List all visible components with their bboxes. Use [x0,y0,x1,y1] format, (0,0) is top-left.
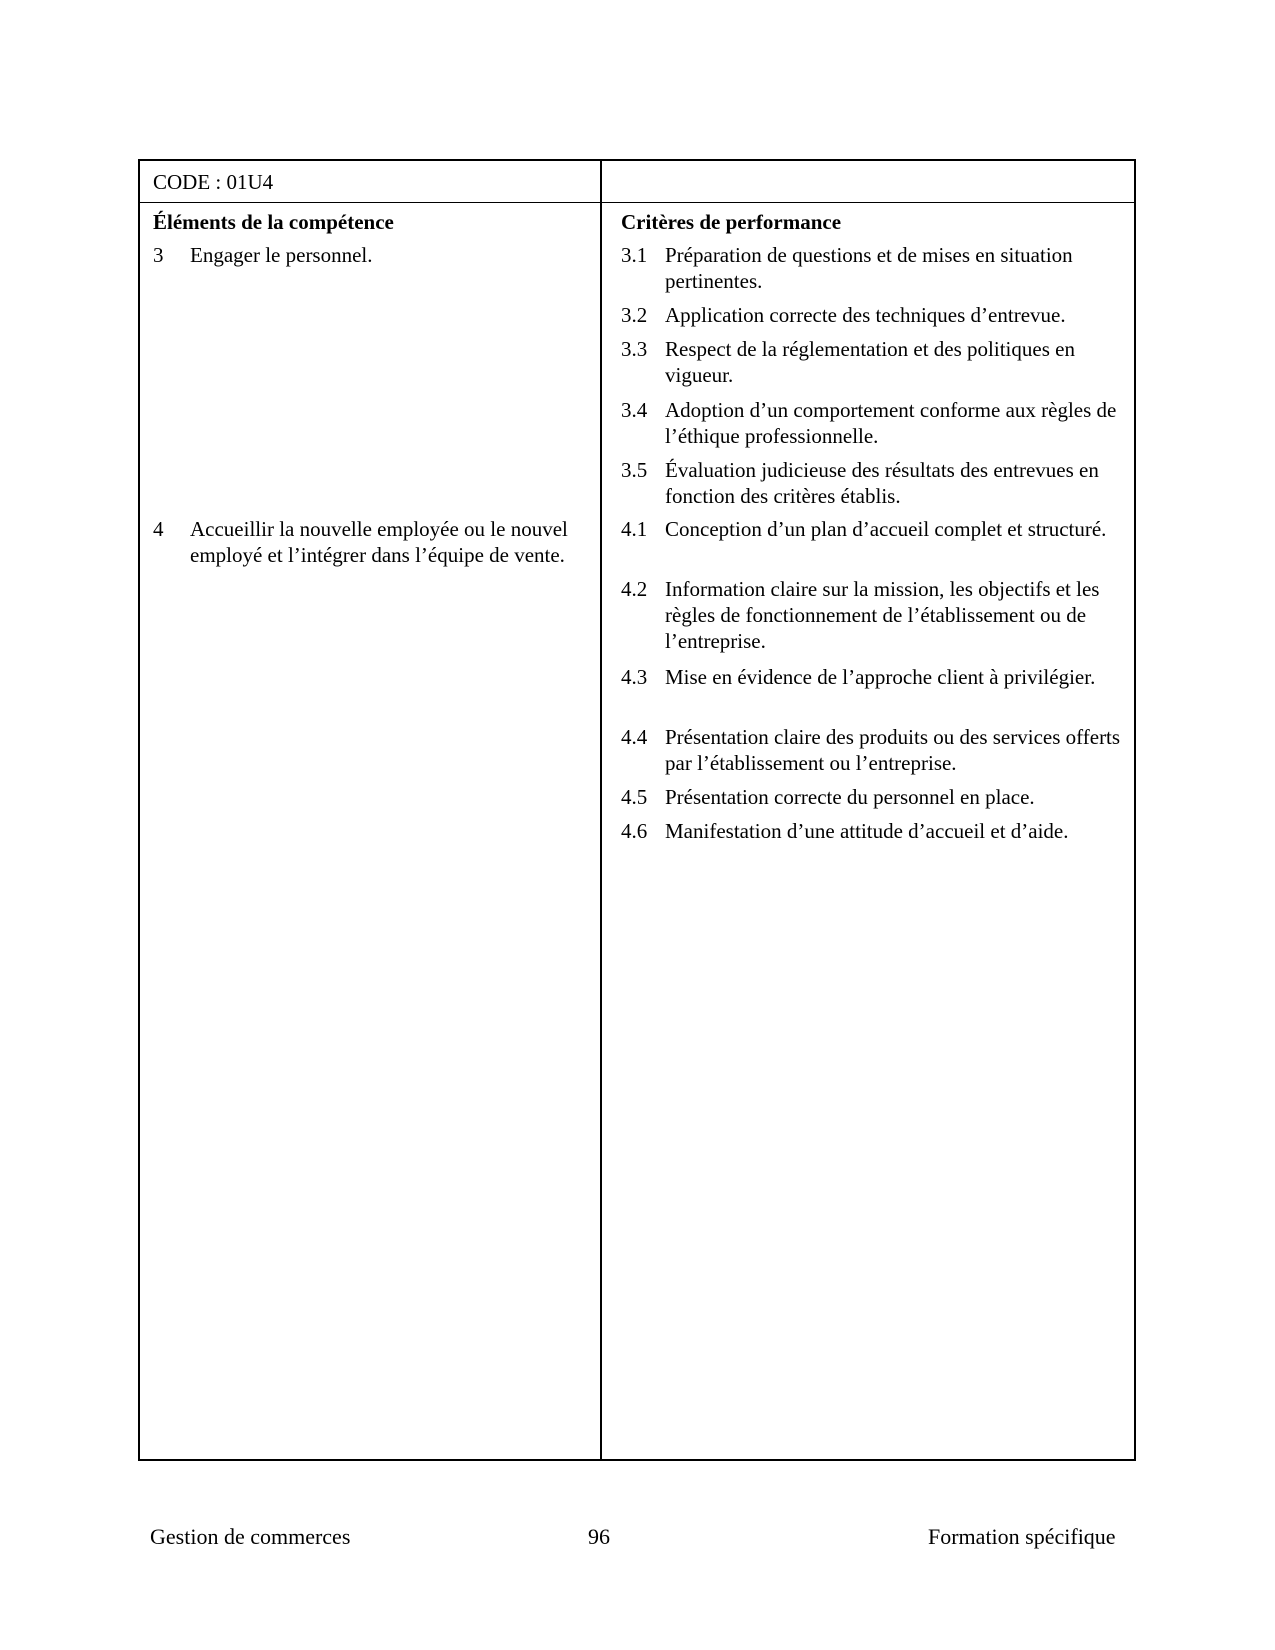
criterion-item [621,576,1121,654]
criterion-item [621,397,1121,449]
criterion-item [621,664,1121,690]
criterion-item [621,302,1121,328]
elements-heading: Éléments de la compétence [153,210,394,234]
criteria-heading: Critères de performance [621,210,842,234]
column-divider [600,159,602,1461]
criterion-number: 4.2 [621,577,648,601]
criterion-number: 4.3 [621,665,648,689]
criterion-number: 4.5 [621,785,648,809]
element-text: Accueillir la nouvelle employée ou le nouvel employé et l’intégrer dans l’équipe de vente. [190,517,568,567]
criterion-text: Application correcte des techniques d’entrevue. [665,303,1066,327]
header-divider [138,202,1136,203]
element-item [153,516,583,568]
criterion-text: Manifestation d’une attitude d’accueil et d’aide. [665,819,1069,843]
criterion-number: 4.4 [621,725,648,749]
code-label: CODE : 01U4 [153,170,274,194]
element-item [153,242,583,268]
criterion-number: 4.6 [621,819,648,843]
criterion-number: 3.2 [621,303,648,327]
criterion-number: 3.4 [621,398,648,422]
criterion-number: 4.1 [621,517,648,541]
criterion-item [621,336,1121,388]
criterion-text: Information claire sur la mission, les objectifs et les règles de fonctionnement de l’établissement ou de l’entreprise. [665,577,1100,653]
criterion-item [621,242,1121,294]
criterion-item [621,457,1121,509]
criterion-text: Mise en évidence de l’approche client à privilégier. [665,665,1096,689]
criterion-number: 3.3 [621,337,648,361]
criterion-text: Présentation claire des produits ou des services offerts par l’établissement ou l’entreprise. [665,725,1121,775]
footer-program: Gestion de commerces [150,1524,351,1549]
criterion-text: Présentation correcte du personnel en place. [665,785,1035,809]
criterion-text: Évaluation judicieuse des résultats des entrevues en fonction des critères établis. [665,458,1099,508]
footer-section: Formation spécifique [928,1524,1116,1549]
criterion-item [621,784,1121,810]
element-number: 4 [153,517,164,541]
criterion-item [621,516,1121,542]
element-text: Engager le personnel. [190,243,373,267]
criterion-text: Adoption d’un comportement conforme aux règles de l’éthique professionnelle. [665,398,1117,448]
criterion-item [621,724,1121,776]
criterion-text: Préparation de questions et de mises en situation pertinentes. [665,243,1073,293]
criterion-number: 3.5 [621,458,648,482]
criterion-item [621,818,1121,844]
criterion-text: Respect de la réglementation et des politiques en vigueur. [665,337,1075,387]
criterion-text: Conception d’un plan d’accueil complet et structuré. [665,517,1107,541]
criterion-number: 3.1 [621,243,648,267]
page-number: 96 [588,1524,610,1549]
element-number: 3 [153,243,164,267]
